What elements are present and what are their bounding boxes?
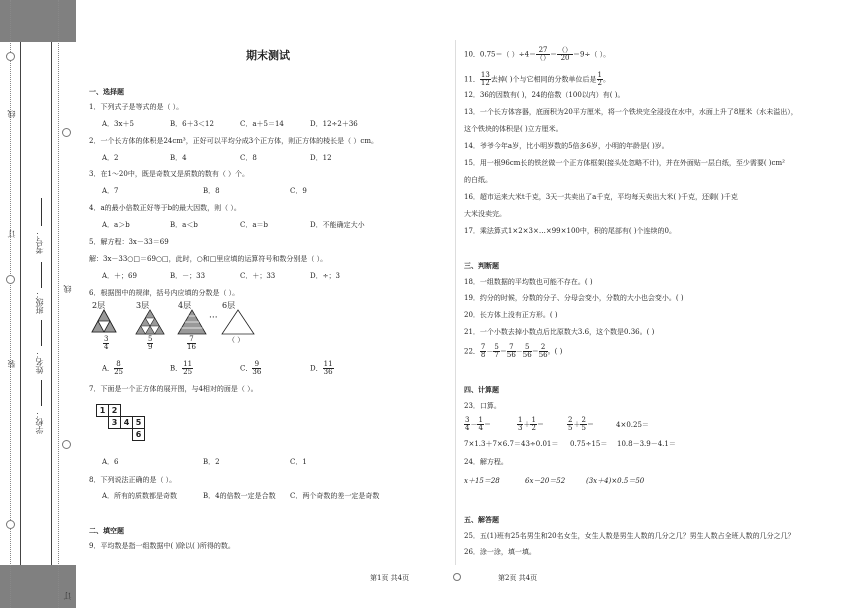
q4-option-c: C．a＝b <box>240 221 269 229</box>
question-22: 22． $\frac{7}{8}$ － $\frac{5}{7}$ ＝ $\frac{7}{56}$ － $\frac{5}{56}$ ＝ $\frac{2}{56}$ 。( ) <box>464 343 563 359</box>
question-16-b: 大米没卖完。 <box>464 210 506 218</box>
punch-hole-4 <box>62 440 71 449</box>
question-14: 14．爷爷今年a岁，比小明岁数的5倍多6岁，小明的年龄是( )岁。 <box>464 142 669 150</box>
q3-option-a: A．7 <box>102 187 119 195</box>
triangle-6-layer <box>222 310 254 334</box>
q8-option-c: C．两个奇数的差一定是奇数 <box>290 492 380 500</box>
gutter-mark-order: 订 <box>7 230 16 238</box>
punch-hole-1 <box>6 52 15 61</box>
triangle-4-layer <box>178 310 206 334</box>
gutter-mark-line: 线 <box>7 110 16 118</box>
q2-option-d: D．12 <box>310 154 332 162</box>
q7-option-a: A．6 <box>102 458 119 466</box>
section-heading-choice: 一、选择题 <box>89 88 124 96</box>
q6-option-b: B． $\frac{11}{25}$ <box>170 360 193 376</box>
tri-label-3: 3层 <box>136 301 150 310</box>
triangle-2-layer <box>92 310 116 332</box>
net-face-4: 4 <box>120 416 133 429</box>
q23-item-4: 4×0.25＝ <box>616 421 649 429</box>
class-label: 班级： <box>35 290 44 314</box>
punch-hole-2 <box>62 128 71 137</box>
gutter-solid-line <box>20 42 21 565</box>
tri-label-6: 6层 <box>222 301 236 310</box>
question-7: 7．下面是一个正方体的展开图，与4相对的面是（ ）。 <box>89 385 258 393</box>
question-5-solution: 解：3x－33○□＝69○□，此时，○和□里应填的运算符号和数分别是（ ）。 <box>89 255 328 263</box>
question-8: 8．下列说法正确的是（ ）。 <box>89 476 177 484</box>
question-19: 19．约分的时候，分数的分子、分母会变小，分数的大小也会变小。( ) <box>464 294 684 302</box>
footer-circle <box>453 573 461 581</box>
question-2: 2．一个长方体的体积是24cm³，正好可以平均分成3个正方体，则正方体的棱长是（ ）cm。 <box>89 137 378 145</box>
question-13: 13．一个长方体容器，底面积为20平方厘米，将一个铁块完全浸没在水中，水面上升了8厘米（水未溢出）， <box>464 108 798 116</box>
question-15: 15．用一根96cm长的铁丝做一个正方体框架(接头处忽略不计)，并在外面贴一层白纸，至少需要( )cm² <box>464 159 785 167</box>
triangle-3-layer <box>136 310 164 334</box>
q23-item-5: 7×1.3＋7×6.7＝ <box>464 440 521 448</box>
gutter-dotted-line-outer <box>10 0 13 608</box>
q8-option-b: B．4的倍数一定是合数 <box>203 492 276 500</box>
q5-option-c: C．＋；33 <box>240 272 276 280</box>
q23-item-3: $\frac{2}{5}$ ＋ $\frac{2}{5}$ ＝ <box>568 416 594 432</box>
tri-frac-3: $\frac{7}{16}$ <box>187 335 196 351</box>
net-face-6: 6 <box>132 428 145 441</box>
q23-item-7: 0.75÷15＝ <box>570 440 608 448</box>
binding-gutter <box>0 0 76 608</box>
exam-number-field[interactable] <box>41 198 42 226</box>
tri-frac-2: $\frac{5}{9}$ <box>148 335 153 351</box>
q2-option-c: C．8 <box>240 154 257 162</box>
exam-number-label: 考号： <box>35 230 44 254</box>
page-number-1: 第1页 共4页 <box>370 574 410 582</box>
q7-option-b: B．2 <box>203 458 220 466</box>
tri-frac-1: $\frac{3}{4}$ <box>104 335 109 351</box>
tri-blank: （ ） <box>228 336 245 344</box>
q5-option-a: A．＋；69 <box>102 272 137 280</box>
section-heading-solve: 五、解答题 <box>464 516 499 524</box>
punch-hole-5 <box>6 520 15 529</box>
q3-option-c: C．9 <box>290 187 307 195</box>
q1-option-d: D．12÷2＋36 <box>310 120 358 128</box>
q24-eq-2: 6x－20＝52 <box>525 477 566 485</box>
gutter-dotted-line-inner <box>58 0 61 608</box>
q23-item-2: $\frac{1}{3}$ ＋ $\frac{1}{2}$ ＝ <box>518 416 544 432</box>
question-16: 16．超市运来大米t千克，3天一共卖出了a千克，平均每天卖出大米( )千克，还剩( )千克 <box>464 193 738 201</box>
question-9: 9．平均数是指一组数据中( )除以( )所得的数。 <box>89 542 235 550</box>
question-11: 11． $\frac{13}{12}$ 去掉( )个与它相同的分数单位后是 $\frac{1}{2}$ 。 <box>464 71 610 87</box>
q1-option-c: C．a＋5＝14 <box>240 120 284 128</box>
section-heading-judge: 三、判断题 <box>464 262 499 270</box>
question-13-b: 这个铁块的体积是( )立方厘米。 <box>464 125 563 133</box>
q5-option-d: D．÷；3 <box>310 272 340 280</box>
page-title: 期末测试 <box>246 49 290 62</box>
q7-option-c: C．1 <box>290 458 307 466</box>
q3-option-b: B．8 <box>203 187 220 195</box>
tri-ellipsis: ··· <box>209 313 218 323</box>
triangle-pattern-figure <box>88 300 268 358</box>
q23-item-1: $\frac{3}{4}$ － $\frac{1}{4}$ ＝ <box>465 416 491 432</box>
school-label: 学校： <box>35 410 44 434</box>
page-number-2: 第2页 共4页 <box>498 574 538 582</box>
q10-frac-2: $\frac{()}{20}$ <box>558 46 573 62</box>
q4-option-b: B．a＜b <box>170 221 198 229</box>
question-15-b: 的白纸。 <box>464 176 492 184</box>
question-25: 25．五(1)班有25名男生和20名女生，女生人数是男生人数的几分之几？男生人数占全班人数的几分之几？ <box>464 532 795 540</box>
section-heading-fill: 二、填空题 <box>89 527 124 535</box>
question-3: 3．在1～20中，既是奇数又是质数的数有（ ）个。 <box>89 170 250 178</box>
name-label: 姓名： <box>35 350 44 374</box>
q2-option-b: B．4 <box>170 154 187 162</box>
q1-option-b: B．6＋3＜12 <box>170 120 214 128</box>
question-1: 1．下列式子是等式的是（ ）。 <box>89 103 184 111</box>
name-field[interactable] <box>41 320 42 346</box>
question-20: 20．长方体上没有正方形。( ) <box>464 311 558 319</box>
gutter-mark-bind: 装 <box>7 360 16 368</box>
q2-option-a: A．2 <box>102 154 119 162</box>
gutter-mark-line-inner: 线 <box>63 285 72 293</box>
question-12: 12．36的因数有( )，24的倍数（100以内）有( )。 <box>464 91 625 99</box>
question-21: 21．一个小数去掉小数点后比原数大3.6，这个数是0.36。( ) <box>464 328 655 336</box>
net-face-2: 2 <box>108 404 121 417</box>
q24-eq-1: x＋15＝28 <box>464 477 500 485</box>
school-field[interactable] <box>41 380 42 406</box>
question-6: 6．根据图中的规律，括号内应填的分数是（ ）。 <box>89 289 240 297</box>
q4-option-d: D．不能确定大小 <box>310 221 365 229</box>
q6-option-a: A． $\frac{8}{25}$ <box>102 360 123 376</box>
net-face-5: 5 <box>132 416 145 429</box>
q23-item-6: 43÷0.01＝ <box>521 440 559 448</box>
question-10: 10．0.75＝（ ）÷4＝ $\frac{27}{()}$ ＝ $\frac{()}{20}$ ＝9÷（ ）。 <box>464 46 611 62</box>
tri-label-4: 4层 <box>178 301 192 310</box>
column-divider <box>455 40 456 565</box>
q6-option-d: D． $\frac{11}{36}$ <box>310 360 333 376</box>
question-23: 23．口算。 <box>464 402 501 410</box>
gutter-solid-line-2 <box>51 42 52 565</box>
net-face-3: 3 <box>108 416 121 429</box>
q1-option-a: A．3x＋5 <box>102 120 134 128</box>
q10-frac-1: $\frac{27}{()}$ <box>536 46 551 62</box>
q4-option-a: A．a＞b <box>102 221 130 229</box>
question-18: 18．一组数据的平均数也可能不存在。( ) <box>464 278 593 286</box>
q8-option-a: A．所有的质数都是奇数 <box>102 492 178 500</box>
question-24: 24．解方程。 <box>464 458 508 466</box>
punch-hole-3 <box>6 275 15 284</box>
section-heading-calc: 四、计算题 <box>464 386 499 394</box>
class-field[interactable] <box>41 262 42 288</box>
q23-item-8: 10.8－3.9－4.1＝ <box>617 440 676 448</box>
gutter-mark-order-inner: 订 <box>63 592 72 600</box>
q24-eq-3: (3x＋4)×0.5＝50 <box>586 477 645 485</box>
tri-label-2: 2层 <box>92 301 106 310</box>
q5-option-b: B．－；33 <box>170 272 206 280</box>
net-face-1: 1 <box>96 404 109 417</box>
question-5: 5．解方程：3x－33＝69 <box>89 238 169 246</box>
question-17: 17．乘法算式1×2×3×…×99×100中，积的尾部有( )个连续的0。 <box>464 227 677 235</box>
q6-option-c: C． $\frac{9}{36}$ <box>240 360 262 376</box>
question-26: 26．涂一涂，填一填。 <box>464 548 536 556</box>
question-4: 4．a的最小倍数正好等于b的最大因数，则（ ）。 <box>89 204 241 212</box>
